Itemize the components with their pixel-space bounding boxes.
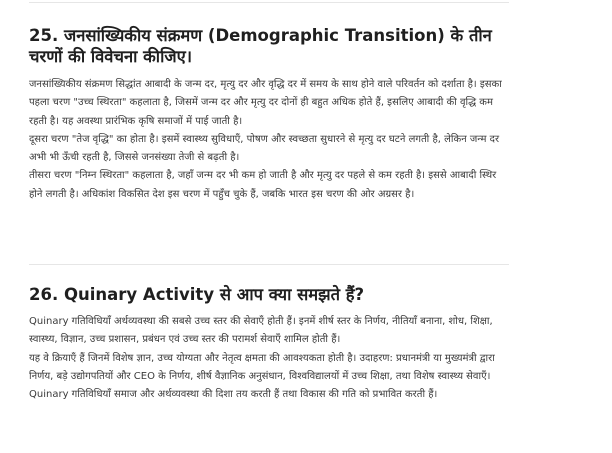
answer-paragraph: दूसरा चरण "तेज वृद्धि" का होता है। इसमें स्वास्थ्य सुविधाएँ, पोषण और स्वच्छता सुधारने से मृत्यु दर घटने लगती है, लेकिन जन्म दर अभी भी ऊँची रहती है, जिससे जनसंख्या तेजी से बढ़ती है। [29, 133, 500, 164]
answer-paragraph: जनसांख्यिकीय संक्रमण सिद्धांत आबादी के जन्म दर, मृत्यु दर और वृद्धि दर में समय के साथ होने वाले परिवर्तन को दर्शाता है। इसका पहला चरण "उच्च स्थिरता" कहलाता है, जिसमें जन्म दर और मृत्यु दर दोनों ही बहुत अधिक होते हैं, इसलिए आबादी की वृद्धि कम रहती है। यह अवस्था प्रारंभिक कृषि समाजों में पाई जाती है। [29, 79, 502, 127]
answer-paragraph: Quinary गतिविधियाँ अर्थव्यवस्था की सबसे उच्च स्तर की सेवाएँ होती हैं। इनमें शीर्ष स्तर के निर्णय, नीतियाँ बनाना, शोध, शिक्षा, स्वास्थ्य, विज्ञान, उच्च प्रशासन, प्रबंधन एवं उच्च स्तर की परामर्श सेवाएँ शामिल होती हैं। [29, 316, 493, 346]
top-divider [29, 2, 509, 3]
question-25-title: 25. जनसांख्यिकीय संक्रमण (Demographic Transition) के तीन चरणों की विवेचना कीजिए। [29, 26, 492, 66]
answer-paragraph: Quinary गतिविधियाँ समाज और अर्थव्यवस्था की दिशा तय करती हैं तथा विकास की गति को प्रभावित करती हैं। [29, 389, 438, 401]
section-divider [29, 264, 509, 265]
question-26-title: 26. Quinary Activity से आप क्या समझते हैं? [29, 285, 365, 304]
answer-paragraph: यह वे क्रियाएँ हैं जिनमें विशेष ज्ञान, उच्च योग्यता और नेतृत्व क्षमता की आवश्यकता होती है। उदाहरण: प्रधानमंत्री या मुख्यमंत्री द्वारा निर्णय, बड़े उद्योगपतियों और CEO के निर्णय, शीर्ष वैज्ञानिक अनुसंधान, विश्वविद्यालयों में उच्च शिक्षा, तथा विशेष स्वास्थ्य सेवाएँ। [29, 352, 495, 382]
question-25-answer [29, 76, 509, 204]
question-26-answer [29, 313, 509, 404]
answer-paragraph: तीसरा चरण "निम्न स्थिरता" कहलाता है, जहाँ जन्म दर भी कम हो जाती है और मृत्यु दर पहले से कम रहती है। इससे आबादी स्थिर होने लगती है। अधिकांश विकसित देश इस चरण में पहुँच चुके हैं, जबकि भारत इस चरण की ओर अग्रसर है। [29, 170, 497, 200]
